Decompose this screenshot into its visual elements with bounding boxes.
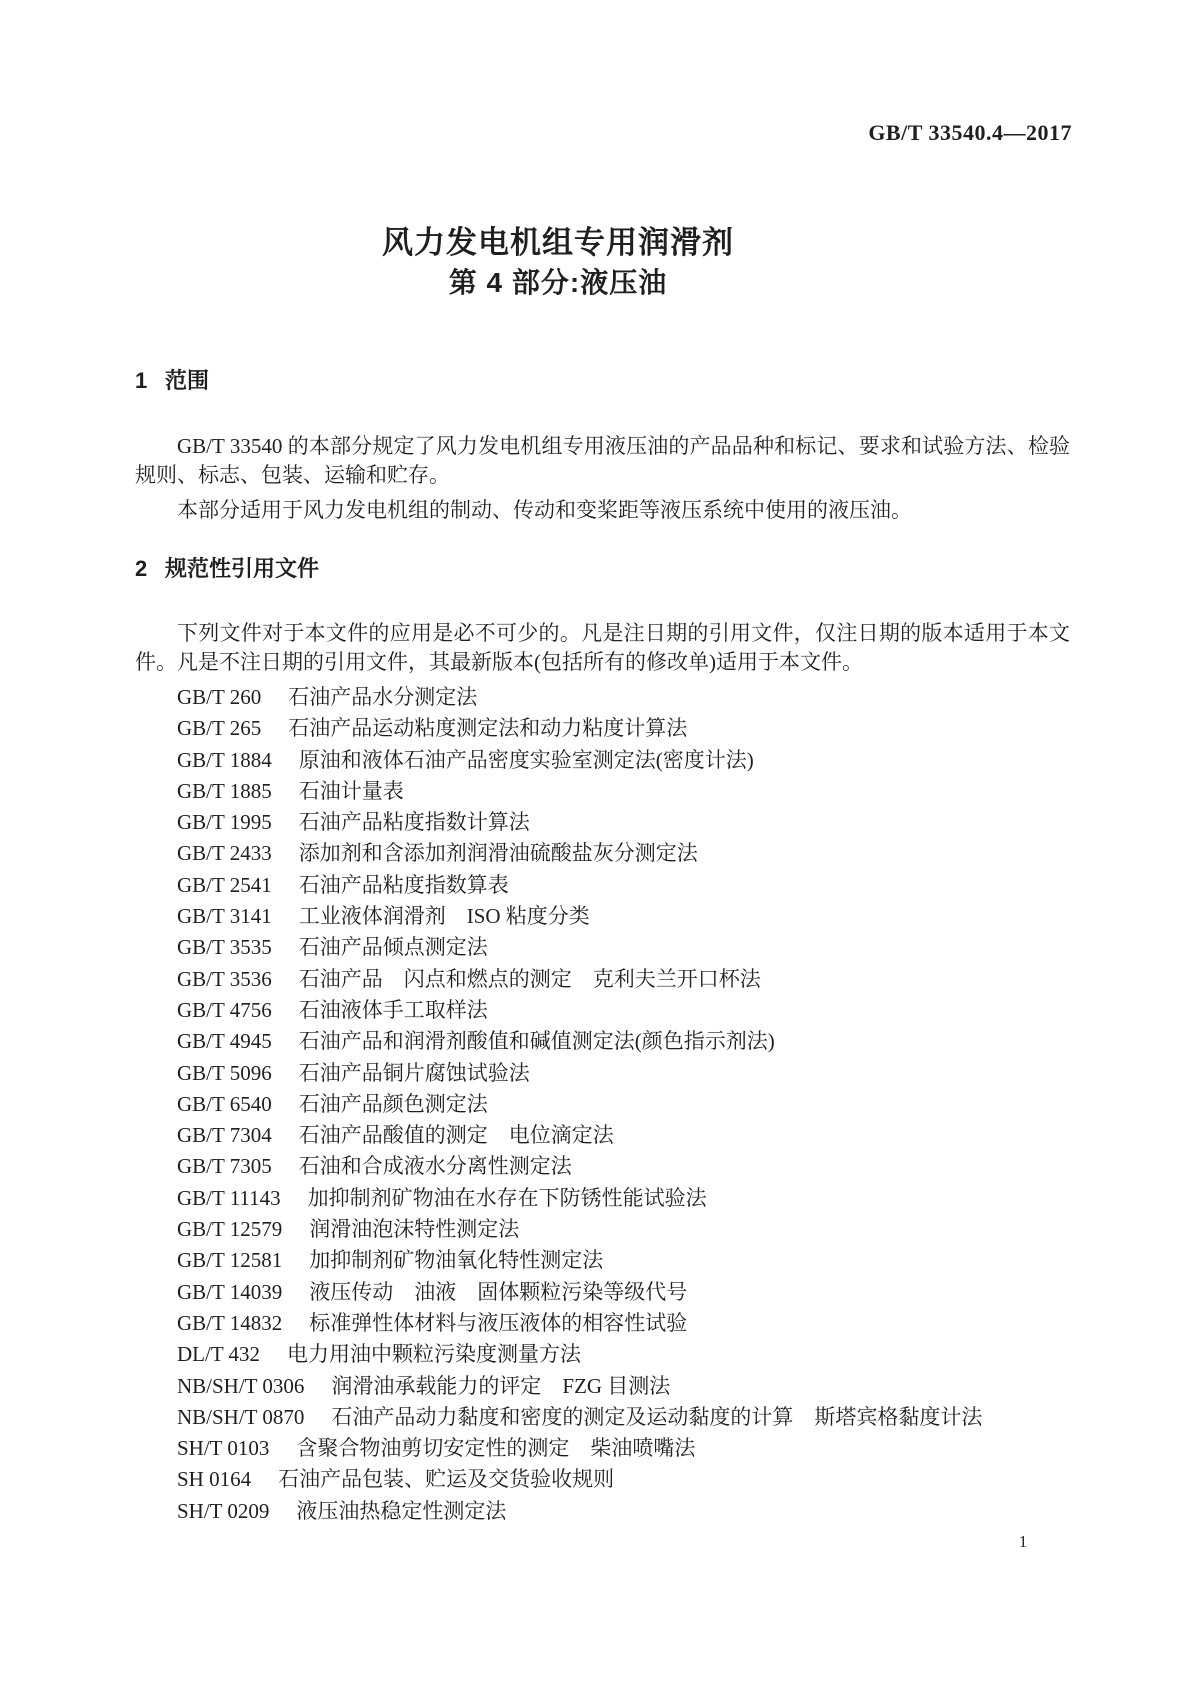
reference-code: GB/T 1884: [177, 747, 272, 772]
reference-title: 石油产品酸值的测定 电位滴定法: [298, 1123, 614, 1148]
reference-item: [177, 901, 1177, 932]
reference-item: [177, 1214, 1177, 1245]
reference-item: [177, 1026, 1177, 1057]
reference-code: GB/T 7305: [177, 1154, 272, 1179]
reference-title: 石油液体手工取样法: [298, 997, 488, 1022]
reference-item: [177, 1277, 1177, 1308]
reference-item: [177, 1433, 1177, 1464]
reference-code: GB/T 3141: [177, 904, 272, 929]
reference-code: SH/T 0209: [177, 1498, 270, 1523]
reference-code: GB/T 1885: [177, 778, 272, 803]
reference-title: 液压油热稳定性测定法: [296, 1498, 507, 1523]
reference-title: 标准弹性体材料与液压液体的相容性试验: [309, 1310, 688, 1335]
reference-code: GB/T 6540: [177, 1091, 272, 1116]
reference-item: [177, 838, 1177, 869]
reference-title: 石油和合成液水分离性测定法: [298, 1154, 572, 1179]
reference-title: 工业液体润滑剂 ISO 粘度分类: [298, 904, 590, 929]
reference-title: 石油计量表: [298, 778, 404, 803]
reference-item: [177, 1339, 1177, 1370]
reference-title: 电力用油中颗粒污染度测量方法: [287, 1342, 582, 1367]
reference-code: GB/T 2433: [177, 841, 272, 866]
section-title: 范围: [165, 368, 210, 393]
reference-code: NB/SH/T 0306: [177, 1373, 305, 1398]
reference-title: 石油产品 闪点和燃点的测定 克利夫兰开口杯法: [298, 966, 761, 991]
scope-paragraph-1: GB/T 33540 的本部分规定了风力发电机组专用液压油的产品品种和标记、要求和试验方法、检验规则、标志、包装、运输和贮存。: [135, 434, 1070, 487]
document-title: 风力发电机组专用润滑剂: [382, 225, 734, 260]
reference-title: 加抑制剂矿物油在水存在下防锈性能试验法: [307, 1185, 707, 1210]
normative-references-list: [177, 682, 1177, 1527]
reference-item: [177, 1308, 1177, 1339]
reference-item: [177, 1464, 1177, 1495]
reference-item: [177, 1089, 1177, 1120]
reference-item: [177, 776, 1177, 807]
reference-title: 石油产品粘度指数计算法: [298, 810, 530, 835]
reference-item: [177, 1183, 1177, 1214]
reference-title: 石油产品包装、贮运及交货验收规则: [278, 1467, 615, 1492]
reference-code: GB/T 7304: [177, 1123, 272, 1148]
scope-paragraph-2: 本部分适用于风力发电机组的制动、传动和变桨距等液压系统中使用的液压油。: [177, 498, 912, 522]
reference-item: [177, 1058, 1177, 1089]
reference-item: [177, 713, 1177, 744]
reference-code: GB/T 1995: [177, 810, 272, 835]
section-heading-normative-references: [135, 557, 319, 581]
section-number: 2: [135, 556, 148, 581]
reference-title: 添加剂和含添加剂润滑油硫酸盐灰分测定法: [298, 841, 698, 866]
reference-title: 加抑制剂矿物油氧化特性测定法: [309, 1248, 604, 1273]
reference-code: GB/T 4756: [177, 997, 272, 1022]
reference-code: GB/T 11143: [177, 1185, 281, 1210]
reference-code: NB/SH/T 0870: [177, 1404, 305, 1429]
references-intro-paragraph: 下列文件对于本文件的应用是必不可少的。凡是注日期的引用文件，仅注日期的版本适用于本文件。凡是不注日期的引用文件，其最新版本(包括所有的修改单)适用于本文件。: [135, 621, 1070, 674]
page-number: 1: [1018, 1532, 1028, 1551]
reference-code: SH/T 0103: [177, 1436, 270, 1461]
reference-item: [177, 745, 1177, 776]
reference-item: [177, 682, 1177, 713]
reference-item: [177, 1371, 1177, 1402]
reference-item: [177, 1151, 1177, 1182]
reference-item: [177, 870, 1177, 901]
reference-title: 含聚合物油剪切安定性的测定 柴油喷嘴法: [296, 1436, 696, 1461]
reference-item: [177, 964, 1177, 995]
reference-code: SH 0164: [177, 1467, 252, 1492]
reference-title: 石油产品水分测定法: [288, 685, 478, 709]
reference-item: [177, 1496, 1177, 1527]
reference-item: [177, 1402, 1177, 1433]
reference-code: GB/T 14039: [177, 1279, 283, 1304]
reference-title: 润滑油泡沫特性测定法: [309, 1217, 520, 1242]
reference-code: GB/T 2541: [177, 872, 272, 897]
reference-item: [177, 932, 1177, 963]
reference-code: GB/T 5096: [177, 1060, 272, 1085]
reference-title: 石油产品倾点测定法: [298, 935, 488, 960]
document-subtitle: 第 4 部分:液压油: [448, 267, 668, 298]
reference-item: [177, 1245, 1177, 1276]
reference-code: GB/T 3536: [177, 966, 272, 991]
reference-code: DL/T 432: [177, 1342, 261, 1367]
reference-title: 石油产品和润滑剂酸值和碱值测定法(颜色指示剂法): [298, 1029, 775, 1054]
reference-item: [177, 807, 1177, 838]
reference-title: 润滑油承载能力的评定 FZG 目测法: [331, 1373, 671, 1398]
reference-title: 液压传动 油液 固体颗粒污染等级代号: [309, 1279, 688, 1304]
section-number: 1: [135, 368, 148, 393]
reference-title: 石油产品颜色测定法: [298, 1091, 488, 1116]
reference-item: [177, 995, 1177, 1026]
standard-code-header: GB/T 33540.4—2017: [868, 120, 1072, 145]
reference-code: GB/T 3535: [177, 935, 272, 960]
reference-code: GB/T 12579: [177, 1217, 283, 1242]
reference-title: 石油产品运动粘度测定法和动力粘度计算法: [288, 716, 688, 741]
section-heading-scope: [135, 369, 209, 393]
reference-code: GB/T 12581: [177, 1248, 283, 1273]
reference-title: 原油和液体石油产品密度实验室测定法(密度计法): [298, 747, 754, 772]
reference-code: GB/T 265: [177, 716, 262, 741]
reference-title: 石油产品粘度指数算表: [298, 872, 509, 897]
reference-title: 石油产品动力黏度和密度的测定及运动黏度的计算 斯塔宾格黏度计法: [331, 1404, 983, 1429]
section-title: 规范性引用文件: [165, 556, 320, 581]
reference-item: [177, 1120, 1177, 1151]
reference-code: GB/T 14832: [177, 1310, 283, 1335]
reference-code: GB/T 260: [177, 685, 262, 709]
reference-code: GB/T 4945: [177, 1029, 272, 1054]
reference-title: 石油产品铜片腐蚀试验法: [298, 1060, 530, 1085]
